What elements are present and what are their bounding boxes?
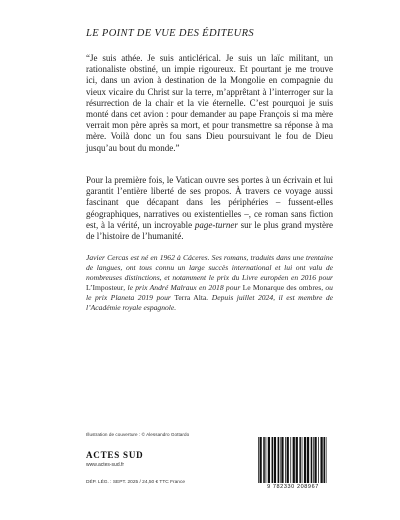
bio-part-4: . Depuis juillet 2024, il est membre de l’Académie royale espagnole. [86,293,334,312]
bio-part-2: , le prix André Malraux en 2018 pour [123,283,243,292]
barcode-bar [318,437,319,483]
bio-part-3: , ou le prix Planeta 2019 pour [86,283,333,302]
barcode-bar [280,437,281,483]
barcode-bar [302,437,303,483]
bio-book-title-2: Le Monarque des ombres [242,283,322,292]
author-bio [86,253,333,313]
publisher-logo: ACTES SUD [86,450,144,460]
barcode-icon [256,437,330,487]
barcode-bar [314,437,316,483]
barcode-bar [296,437,298,483]
summary-emphasis: page-turner [194,219,238,230]
barcode-bar [293,437,295,483]
section-heading: LE POINT DE VUE DES ÉDITEURS [86,28,254,39]
barcode-bar [272,437,274,483]
cover-credit: Illustration de couverture : © Alessandro Gottardo [86,432,190,437]
barcode-bar [281,437,283,483]
barcode-bar [313,437,314,483]
barcode-bar [326,437,327,483]
legal-deposit-price: DÉP. LÉG. : SEPT. 2025 / 24,50 € TTC France [86,480,186,485]
barcode-bar [311,437,313,483]
barcode-bar [285,437,286,483]
barcode-bar [278,437,280,483]
summary-paragraph [86,175,333,242]
barcode-bar [287,437,289,483]
barcode-bar [307,437,309,483]
barcode-bar [304,437,306,483]
bio-book-title-3: Terra Alta [174,293,207,302]
barcode-bar [268,437,270,483]
barcode-bar [299,437,301,483]
barcode-bar [320,437,322,483]
publisher-website[interactable]: www.actes-sud.fr [86,462,125,468]
bio-book-title-1: L’Imposteur [86,283,124,292]
summary-text-start: Pour la première fois, le Vatican ouvre ses portes à un écrivain et lui garantit l’entière liberté de ses propos. À travers ce voyage aussi fascinant que décapant dans les périphéries – fussent-elles géographiques, narratives ou existentielles –, ce roman sans fiction est, à la vérité, un incroyable [86,175,333,230]
isbn-number: 9 782330 208967 [267,484,319,490]
author-quote: “Je suis athée. Je suis anticlérical. Je suis un laïc militant, un rationaliste obstiné, un impie rigoureux. Et pourtant je me trouve ici, dans un avion à destination de la Mongolie en compagnie du vieux vicaire du Christ sur la terre, m’apprêtant à l’interroger sur la résurrection de la chair et la vie éternelle. C’est pourquoi je suis monté dans cet avion : pour demander au pape François si ma mère verrait mon père après sa mort, et pour transmettre sa réponse à ma mère. Voilà donc un fou sans Dieu poursuivant le fou de Dieu jusqu’au bout du monde.” [86,53,333,153]
summary-text-end: sur le plus grand mystère de l’histoire de l’humanité. [86,219,333,242]
barcode-bar [323,437,325,483]
barcode-bar [263,437,265,483]
barcode-bar [266,437,267,483]
barcode-bar [290,437,291,483]
bio-part-1: Javier Cercas est né en 1962 à Cáceres. Ses romans, traduits dans une trentaine de langues, ont tous connu un large succès international et lui ont valu de nombreuses distinctions, et notamment le prix du Livre européen en 2016 pour [86,253,333,282]
barcode-bar [258,437,259,483]
barcode-bar [260,437,262,483]
barcode-bar [274,437,276,483]
